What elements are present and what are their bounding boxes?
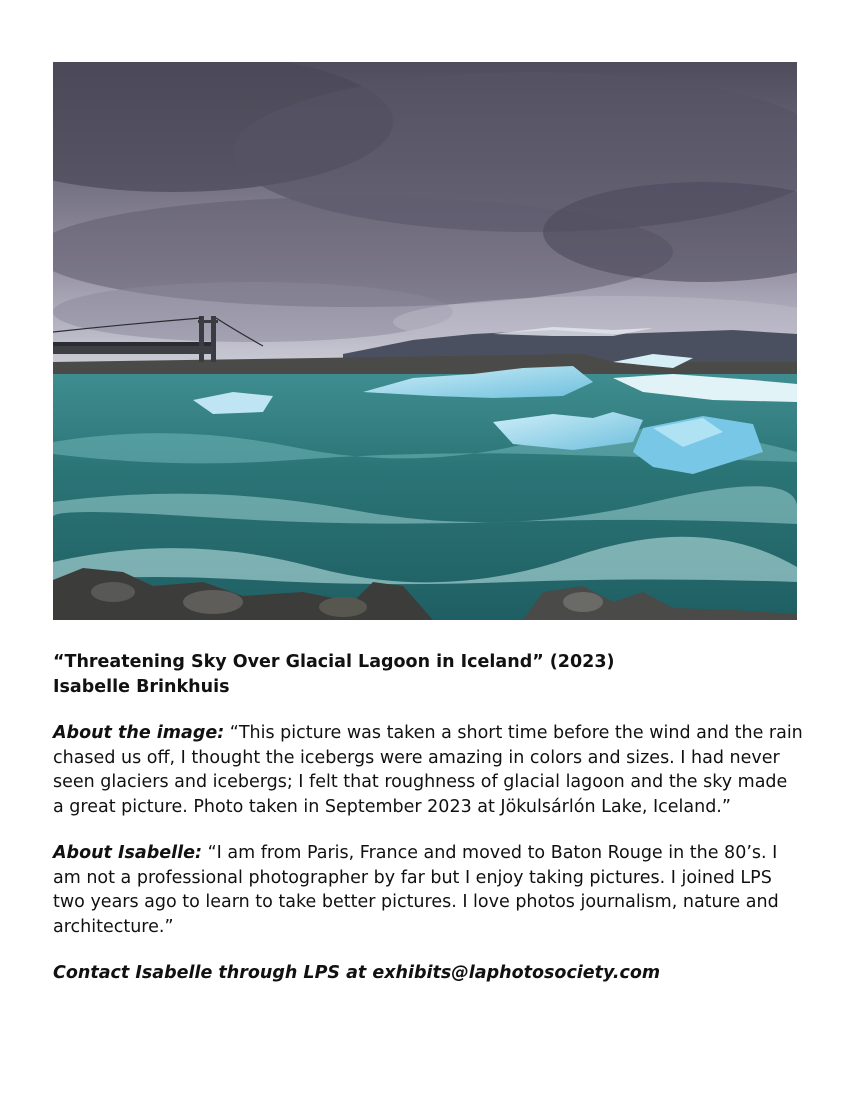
lagoon-photo-illustration (53, 62, 797, 620)
lagoon-photo (53, 62, 797, 620)
contact-line: Contact Isabelle through LPS at exhibits@laphotosociety.com (53, 963, 661, 983)
about-artist-label: About Isabelle: (53, 843, 203, 863)
about-image-label: About the image: (53, 723, 225, 743)
photographer-name: Isabelle Brinkhuis (53, 676, 230, 697)
about-image-paragraph (53, 721, 803, 819)
text-block (53, 650, 803, 986)
photo-title: “Threatening Sky Over Glacial Lagoon in Iceland” (2023) (53, 652, 615, 672)
about-artist-text: “I am from Paris, France and moved to Baton Rouge in the 80’s. I am not a professional photographer by far but I enjoy taking pictures. I joined LPS two years ago to learn to take better pictures. I love photos journalism, nature and architecture.” (53, 843, 779, 937)
about-artist-paragraph (53, 841, 803, 939)
about-image-text: “This picture was taken a short time before the wind and the rain chased us off, I thought the icebergs were amazing in colors and sizes. I had never seen glaciers and icebergs; I felt that roughness of glacial lagoon and the sky made a great picture. Photo taken in September 2023 at Jökulsárlón Lake, Iceland.” (53, 723, 803, 817)
